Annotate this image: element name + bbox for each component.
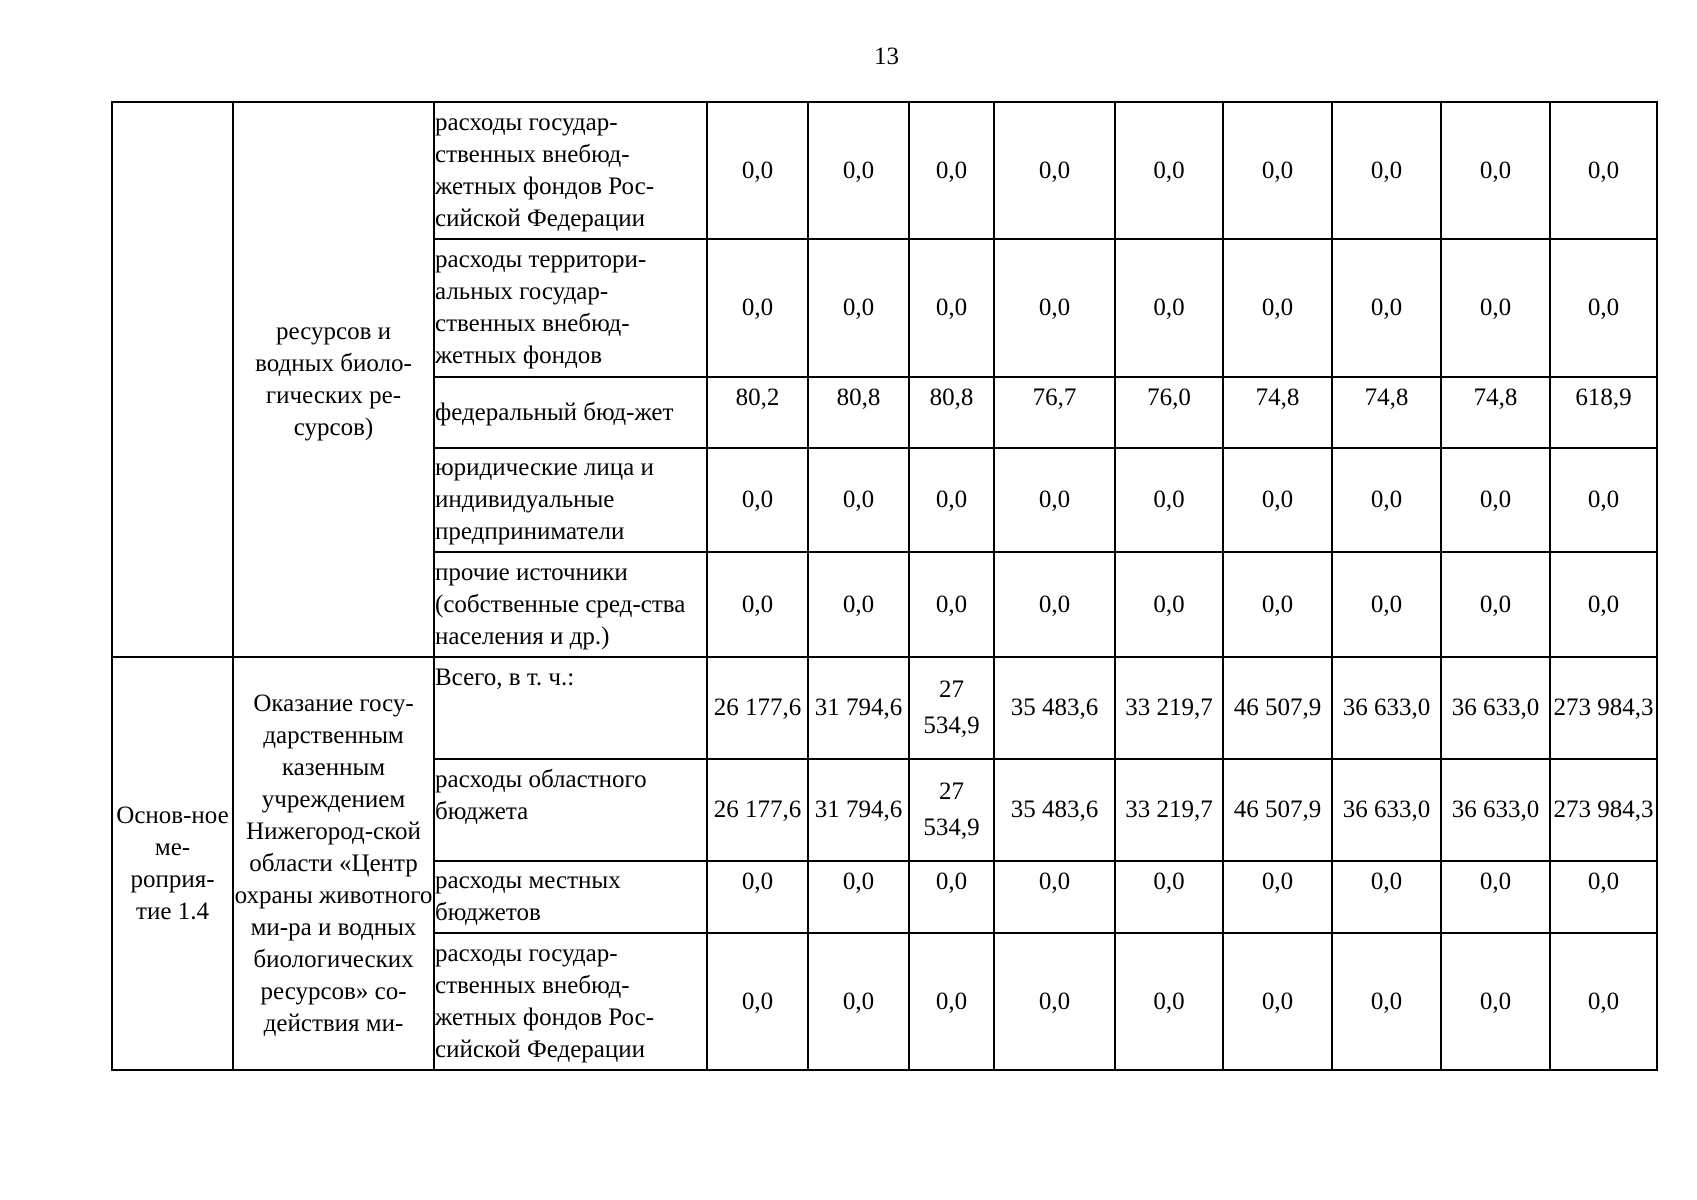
value-cell: 0,0 [707,239,808,377]
value-cell: 0,0 [1223,102,1332,239]
value-cell: 0,0 [707,552,808,657]
value-cell: 74,8 [1223,377,1332,448]
value-cell: 27 534,9 [909,759,994,861]
value-cell: 33 219,7 [1115,759,1223,861]
value-cell: 0,0 [707,933,808,1070]
value-cell: 0,0 [994,861,1115,933]
value-cell: 0,0 [1441,102,1550,239]
funding-source-cell: федеральный бюд-жет [434,377,707,448]
value-cell: 27 534,9 [909,657,994,759]
activity-code-cell: Основ-ное ме-роприя-тие 1.4 [112,657,233,1070]
funding-source-cell: расходы государ-ственных внебюд-жетных фондов Рос-сийской Федерации [434,933,707,1070]
value-cell: 0,0 [1115,552,1223,657]
value-cell: 33 219,7 [1115,657,1223,759]
value-cell: 0,0 [1223,239,1332,377]
value-cell: 35 483,6 [994,759,1115,861]
page-number: 13 [874,43,899,70]
value-cell: 0,0 [909,861,994,933]
value-cell: 80,2 [707,377,808,448]
funding-source-cell: расходы территори-альных государ-ственных внебюд-жетных фондов [434,239,707,377]
total-value-cell: 0,0 [1550,448,1657,552]
funding-source-cell: юридические лица и индивидуальные предприниматели [434,448,707,552]
funding-source-cell: Всего, в т. ч.: [434,657,707,759]
value-cell: 35 483,6 [994,657,1115,759]
value-cell: 0,0 [808,239,909,377]
table-row [112,102,1657,239]
value-cell: 0,0 [808,933,909,1070]
value-cell: 36 633,0 [1332,657,1441,759]
value-cell: 0,0 [994,102,1115,239]
value-cell: 46 507,9 [1223,759,1332,861]
value-cell: 0,0 [994,239,1115,377]
value-cell: 26 177,6 [707,759,808,861]
funding-source-cell: расходы областного бюджета [434,759,707,861]
value-cell: 0,0 [1441,861,1550,933]
value-cell: 0,0 [994,933,1115,1070]
activity-name-cell: ресурсов и водных биоло-гических ре-сурсов) [233,102,434,657]
value-cell: 0,0 [1332,448,1441,552]
activity-name-cell: Оказание госу-дарственным казенным учреждением Нижегород-ской области «Центр охраны животного ми-ра и водных биологических ресурсов» со-действия ми- [233,657,434,1070]
value-cell: 0,0 [994,552,1115,657]
budget-table [111,101,1658,1071]
value-cell: 0,0 [909,552,994,657]
total-value-cell: 618,9 [1550,377,1657,448]
value-cell: 0,0 [909,239,994,377]
value-cell: 0,0 [1223,552,1332,657]
value-cell: 0,0 [707,448,808,552]
value-cell: 0,0 [1115,239,1223,377]
total-value-cell: 273 984,3 [1550,759,1657,861]
value-cell: 0,0 [1332,239,1441,377]
value-cell: 46 507,9 [1223,657,1332,759]
value-cell: 0,0 [808,102,909,239]
value-cell: 0,0 [1115,448,1223,552]
value-cell: 0,0 [1441,933,1550,1070]
value-cell: 80,8 [808,377,909,448]
value-cell: 36 633,0 [1441,759,1550,861]
total-value-cell: 0,0 [1550,933,1657,1070]
funding-source-cell: расходы местных бюджетов [434,861,707,933]
table-row [112,657,1657,759]
value-cell: 76,7 [994,377,1115,448]
value-cell: 76,0 [1115,377,1223,448]
value-cell: 31 794,6 [808,759,909,861]
value-cell: 74,8 [1332,377,1441,448]
value-cell: 0,0 [1441,239,1550,377]
value-cell: 80,8 [909,377,994,448]
value-cell: 0,0 [1115,102,1223,239]
value-cell: 0,0 [1441,552,1550,657]
value-cell: 0,0 [1223,861,1332,933]
value-cell: 0,0 [1332,933,1441,1070]
value-cell: 0,0 [707,861,808,933]
value-cell: 0,0 [909,102,994,239]
value-cell: 36 633,0 [1441,657,1550,759]
value-cell: 0,0 [994,448,1115,552]
total-value-cell: 273 984,3 [1550,657,1657,759]
value-cell: 0,0 [1115,933,1223,1070]
value-cell: 0,0 [909,448,994,552]
total-value-cell: 0,0 [1550,102,1657,239]
total-value-cell: 0,0 [1550,861,1657,933]
value-cell: 0,0 [909,933,994,1070]
value-cell: 36 633,0 [1332,759,1441,861]
value-cell: 0,0 [1115,861,1223,933]
value-cell: 31 794,6 [808,657,909,759]
total-value-cell: 0,0 [1550,552,1657,657]
value-cell: 0,0 [1441,448,1550,552]
activity-code-cell [112,102,233,657]
value-cell: 0,0 [808,448,909,552]
value-cell: 0,0 [707,102,808,239]
value-cell: 0,0 [1223,448,1332,552]
funding-source-cell: прочие источники (собственные сред-ства населения и др.) [434,552,707,657]
value-cell: 0,0 [1332,861,1441,933]
value-cell: 0,0 [808,552,909,657]
value-cell: 0,0 [1223,933,1332,1070]
value-cell: 0,0 [1332,102,1441,239]
value-cell: 0,0 [808,861,909,933]
total-value-cell: 0,0 [1550,239,1657,377]
value-cell: 0,0 [1332,552,1441,657]
value-cell: 74,8 [1441,377,1550,448]
value-cell: 26 177,6 [707,657,808,759]
funding-source-cell: расходы государ-ственных внебюд-жетных фондов Рос-сийской Федерации [434,102,707,239]
